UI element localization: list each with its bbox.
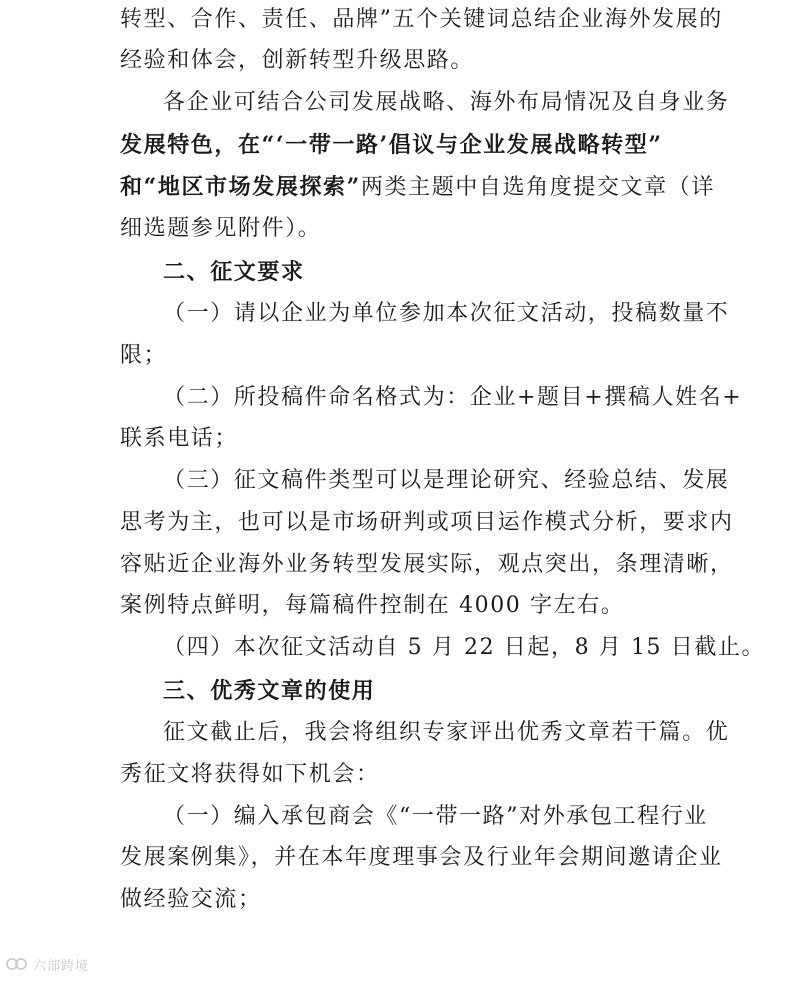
- paragraph-text: 发展特色，在: [120, 132, 262, 158]
- paragraph-text: 两类主题中自选角度提交文章（详: [360, 175, 715, 200]
- paragraph-line: 经验和体会，创新转型升级思路。: [120, 48, 475, 73]
- theme-one-text: “‘一带一路’倡议与企业发展战略转型”: [261, 132, 663, 158]
- paragraph-line: 思考为主，也可以是市场研判或项目运作模式分析，要求内: [120, 510, 734, 535]
- watermark-text: 六部跨境: [33, 958, 90, 974]
- paragraph-line: 容贴近企业海外业务转型发展实际，观点突出，条理清晰，: [120, 552, 734, 577]
- section-heading: 三、优秀文章的使用: [163, 678, 376, 704]
- paragraph-line: [120, 172, 715, 202]
- section-heading: 二、征文要求: [163, 259, 305, 285]
- paragraph-line: 做经验交流；: [120, 887, 262, 912]
- paragraph-line: （二）所投稿件命名格式为：企业+题目+撰稿人姓名+: [163, 385, 743, 410]
- brand-logo-icon: [6, 956, 28, 972]
- paragraph-line: （三）征文稿件类型可以是理论研究、经验总结、发展: [163, 468, 730, 493]
- theme-two-text: 和“地区市场发展探索”: [120, 174, 361, 200]
- paragraph-line: 细选题参见附件）。: [120, 216, 322, 241]
- paragraph-line: 转型、合作、责任、品牌”五个关键词总结企业海外发展的: [120, 7, 723, 32]
- paragraph-line: [120, 130, 680, 160]
- paragraph-line: 联系电话；: [120, 426, 239, 451]
- paragraph-line: 秀征文将获得如下机会：: [120, 762, 380, 787]
- paragraph-line: 各企业可结合公司发展战略、海外布局情况及自身业务: [163, 90, 730, 115]
- paragraph-line: 征文截止后，我会将组织专家评出优秀文章若干篇。优: [163, 720, 730, 745]
- paragraph-line: （四）本次征文活动自 5 月 22 日起，8 月 15 日截止。: [163, 635, 766, 660]
- paragraph-line: 限；: [120, 343, 168, 368]
- watermark: [6, 954, 89, 974]
- paragraph-line: （一）编入承包商会《“一带一路”对外承包工程行业: [163, 804, 708, 829]
- paragraph-line: 发展案例集》，并在本年度理事会及行业年会期间邀请企业: [120, 845, 723, 870]
- paragraph-line: （一）请以企业为单位参加本次征文活动，投稿数量不: [163, 301, 730, 326]
- paragraph-line: 案例特点鲜明，每篇稿件控制在 4000 字左右。: [120, 593, 625, 618]
